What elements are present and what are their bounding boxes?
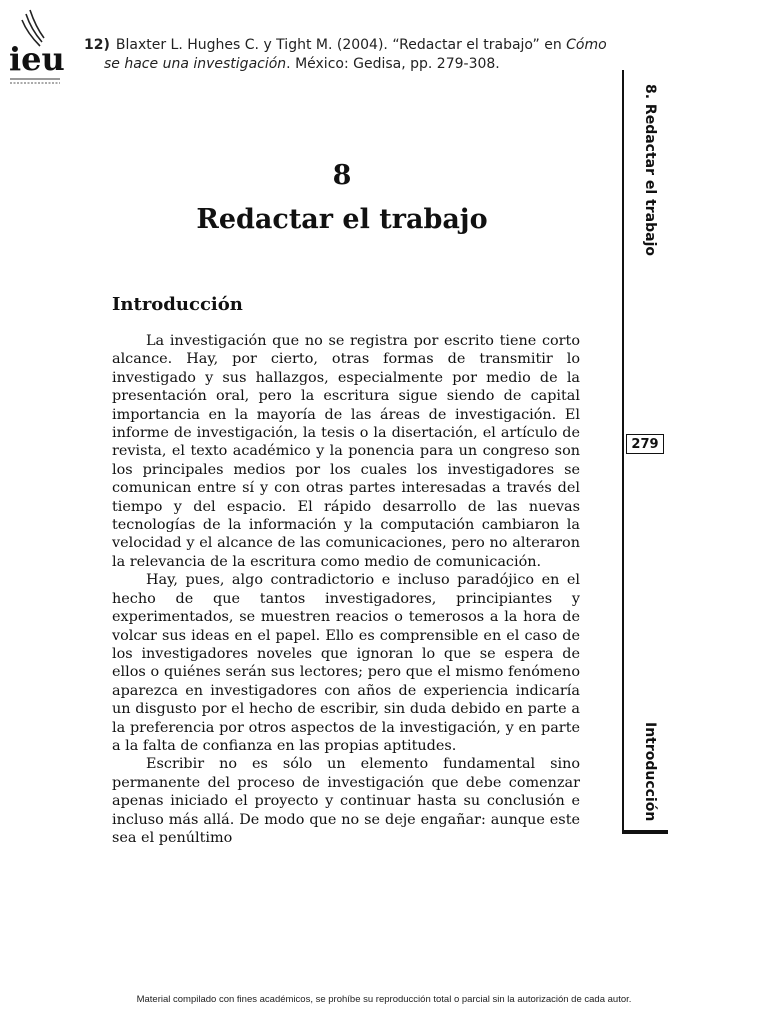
margin-rule bbox=[622, 70, 624, 832]
page-number: 279 bbox=[626, 434, 664, 454]
margin-rule-end bbox=[622, 830, 668, 834]
footer-notice: Material compilado con fines académicos, se prohíbe su reproducción total o parcial sin la autorización de cada autor. bbox=[136, 994, 632, 1005]
paragraph: Escribir no es sólo un elemento fundamental sino permanente del proceso de investigación que debe comenzar apenas iniciado el proyecto y continuar hasta su conclusión e incluso más allá. De modo que no se deje engañar: aunque este sea el penúltimo bbox=[112, 756, 580, 846]
body-text bbox=[112, 332, 580, 847]
reference-citation bbox=[84, 36, 644, 74]
logo-graphic bbox=[8, 8, 66, 90]
reference-line1-italic: Cómo bbox=[566, 37, 607, 53]
paragraph: La investigación que no se registra por escrito tiene corto alcance. Hay, por cierto, otras formas de transmitir lo investigado y sus hallazgos, especialmente por medio de la presentación oral, pero la escritura sigue siendo de capital importancia en la mayoría de las áreas de investigación. El informe de investigación, la tesis o la disertación, el artículo de revista, el texto académico y la ponencia para un congreso son los principales medios por los cuales los investigadores se comunican entre sí y con otras partes interesadas a través del tiempo y del espacio. El rápido desarrollo de las nuevas tecnologías de la información y la computación cambiaron la velocidad y el alcance de las comunicaciones, pero no alteraron la relevancia de la escritura como medio de comunicación. bbox=[112, 333, 580, 570]
sidebar-section-label: Introducción bbox=[642, 722, 658, 822]
paragraph: Hay, pues, algo contradictorio e incluso paradójico en el hecho de que tantos investigadores, principiantes y experimentados, se muestren reacios o temerosos a la hora de volcar sus ideas en el papel. Ello es comprensible en el caso de los investigadores noveles que ignoran lo que se espera de ellos o quiénes serán sus lectores; pero que el mismo fenómeno aparezca en investigadores con años de experiencia indicaría un disgusto por el hecho de escribir, sin duda debido en parte a la preferencia por otros aspectos de la investigación, y en parte a la falta de confianza en las propias aptitudes. bbox=[112, 572, 580, 754]
section-heading: Introducción bbox=[112, 294, 243, 315]
reference-publisher: . México: Gedisa, pp. 279-308. bbox=[286, 56, 500, 72]
logo-text: ieu bbox=[9, 40, 65, 78]
reference-line1: Blaxter L. Hughes C. y Tight M. (2004). “Redactar el trabajo” en bbox=[115, 37, 567, 53]
sidebar-chapter-label: 8. Redactar el trabajo bbox=[642, 84, 658, 256]
ieu-logo bbox=[8, 8, 66, 90]
reference-number: 12) bbox=[84, 37, 110, 53]
chapter-number: 8 bbox=[332, 160, 352, 191]
chapter-title: Redactar el trabajo bbox=[196, 204, 488, 235]
reference-book-title: se hace una investigación bbox=[104, 56, 287, 72]
